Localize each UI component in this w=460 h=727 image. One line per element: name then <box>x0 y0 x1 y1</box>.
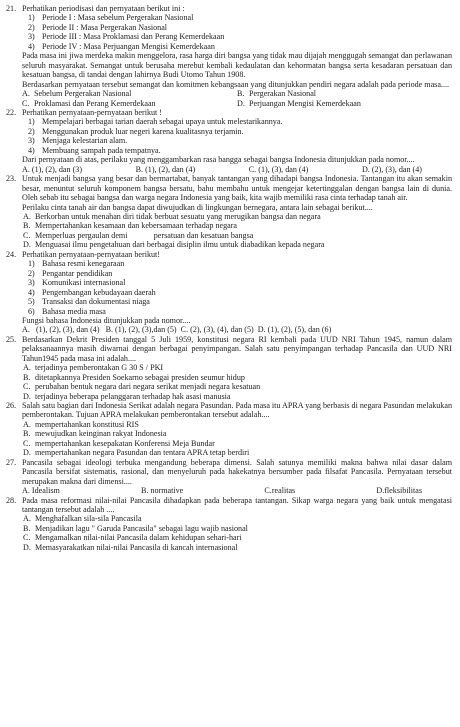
option-c[interactable]: C.realitas <box>264 486 296 496</box>
option-c[interactable]: C. Mengamalkan nilai-nilai Pancasila dalam kehidupan sehari-hari <box>23 533 242 543</box>
statement-item: Bahasa resmi kenegaraan <box>42 259 125 269</box>
option-b[interactable]: B. Pergerakan Nasional <box>237 89 317 99</box>
answer-options[interactable]: A. (1), (2), (3), dan (4) B. (1), (2), (3),dan (5) C. (2), (3), (4), dan (5) D. (1), (2), (5), dan (6) <box>22 325 332 335</box>
statement-item: Komunikasi internasional <box>42 278 126 288</box>
question-28 <box>6 496 452 553</box>
option-a[interactable]: A. Idealism <box>22 486 60 496</box>
answer-options <box>22 89 452 98</box>
statement-item: Membuang sampah pada tempatnya. <box>42 145 161 155</box>
option-d[interactable]: D. Perjuangan Mengisi Kemerdekaan <box>237 98 361 108</box>
question-number: 24. <box>6 249 17 259</box>
option-a[interactable]: A. mempertahankan konstitusi RIS <box>23 419 139 429</box>
question-24: 24. Perhatikan pernyataan-pernyataan berikut! 1) Bahasa resmi kenegaraan 2) Pengantar pendidikan 3) Komunikasi internasional 4) Pengembangan kebudayaan daerah 5) Transaksi dan dokumentasi niaga 6) Bahasa media masa Fungsi bahasa Indonesia ditunjukkan pada nomor.... A. (1), (2), (3), dan (4) B. (1), (2), (3),dan (5) C. (2), (3), (4), dan (5) D. (1), (2), (5), dan (6) <box>6 250 452 335</box>
question-paragraph: Untuk menjadi bangsa yang besar dan bermartabat, banyak tantangan yang dihadapi bangsa Indonesia. Tantangan itu akan semakin besar, menuntut seluruh komponem bangsa bersatu, bahu membahu untuk mengejar ketertinggalan dengan bangsa lain di dunia. Oleh sebab itu sebagai bangsa dan warga negara Indonesia yang baik, kita wajib memiliki rasa cinta terhadap tanah air. <box>22 174 452 203</box>
period-item: Periode IV : Masa Perjuangan Mengisi Kemerdekaan <box>42 41 215 51</box>
option-a[interactable]: A. Menghafalkan sila-sila Pancasila <box>23 514 142 524</box>
option-c[interactable]: C. (1), (3), dan (4) <box>248 164 309 174</box>
statement-item: Mempelajari berbagai tarian daerah sebagai upaya untuk melestarikannya. <box>42 117 283 127</box>
question-paragraph: Pada masa reformasi nilai-nilai Pancasila dihadapkan pada beberapa tantangan. Sikap warga negara yang baik untuk mengatasi tantangan tersebut adalah .... <box>22 495 452 515</box>
question-paragraph: Pancasila sebagai ideologi terbuka mengandung beberapa dimensi. Salah satunya memiliki makna bahwa nilai dasar dalam Pancasila bersifat sistematis, rasional, dan menyeluruh pada hakekatnya bersumber pada filsafat Pancasila. Pernyataan tersebut merupakan makna dari dimensi.... <box>22 457 452 486</box>
question-number: 27. <box>6 457 17 467</box>
option-b[interactable]: B. normative <box>140 486 184 496</box>
question-26 <box>6 401 452 458</box>
period-item: Periode I : Masa sebelum Pergerakan Nasional <box>42 13 194 23</box>
question-number: 28. <box>6 495 17 505</box>
option-a[interactable]: A. Sebelum Pergerakan Nasional <box>22 89 132 99</box>
statement-item: Bahasa media masa <box>42 306 106 316</box>
statement-item: Transaksi dan dokumentasi niaga <box>42 297 150 307</box>
question-prompt: Dari pernyataan di atas, perilaku yang menggambarkan rasa bangga sebagai bangsa Indonesia ditunjukkan pada nomor.... <box>22 155 415 165</box>
statement-item: Menggunakan produk luar negeri karena kualitasnya terjamin. <box>42 126 244 136</box>
question-paragraph: Pada masa ini jiwa merdeka makin menggelora, rasa harga diri bangsa yang tidak mau dijajah menggugah semangat dan perlawanan seluruh masyarakat. Semangat untuk berusaha merebut kembali kedaulatan dan kehormatan bangsa serta kesadaran persatuan dan kesatuan bangsa, di tandai dengan lahirnya Budi Utomo Tahun 1908. <box>22 51 452 80</box>
question-lead: Perhatikan periodisasi dan pernyataan berikut ini : <box>22 4 185 13</box>
option-d[interactable]: D. mempertahankan negara Pasundan dan tentara APRA tetap berdiri <box>23 448 250 458</box>
question-number: 22. <box>6 107 17 117</box>
question-25 <box>6 335 452 401</box>
answer-options <box>22 486 452 495</box>
option-d[interactable]: D. Memasyarakatkan nilai-nilai Pancasila di kancah internasional <box>23 542 238 552</box>
period-item: Periode II : Masa Pergerakan Nasional <box>42 22 168 32</box>
question-21: 21. Perhatikan periodisasi dan pernyataan berikut ini : 1) Periode I : Masa sebelum Pergerakan Nasional 2) Periode II : Masa Pergerakan Nasional 3) Periode III : Masa Proklamasi dan Perang Kemerdekaan 4) Periode IV : Masa Perjuangan Mengisi Kemerdekaan Pada masa ini jiwa merdeka makin menggelora, rasa harga diri bangsa yang tidak mau dijajah menggugah semangat dan perlawanan seluruh masyarakat. Semangat untuk berusaha merebut kembali kedaulatan dan kehormatan bangsa serta kesadaran persatuan dan kesatuan bangsa, di tandai dengan lahirnya Budi Utomo Tahun 1908. Berdasarkan pernyataan tersebut semangat dan komitmen kebangsaan yang ditunjukkan pendiri negara adalah pada periode masa.... A. Sebelum Pergerakan Nasional B. Pergerakan Nasional C. Proklamasi dan Perang Kemerdekaan D. Perjuangan Mengisi Kemerdekaan <box>6 4 452 108</box>
question-27 <box>6 458 452 496</box>
option-c[interactable]: C. perubahan bentuk negara dari negara serikat menjadi negara kesatuan <box>23 382 261 392</box>
option-b[interactable]: B. (1), (2), dan (4) <box>135 164 196 174</box>
option-a[interactable]: A. Berkorban untuk menahan diri tidak berbuat sesuatu yang merugikan bangsa dan negara <box>23 211 321 221</box>
option-c[interactable]: C. Proklamasi dan Perang Kemerdekaan <box>22 98 156 108</box>
option-d[interactable]: D. (2), (3), dan (4) <box>361 164 422 174</box>
question-number: 26. <box>6 401 17 411</box>
option-c[interactable]: C. Memperluas pergaulan demi persatuan dan kesatuan bangsa <box>23 230 254 240</box>
question-lead: Perhatikan pernyataan-pernyataan berikut! <box>22 249 160 259</box>
question-number: 23. <box>6 174 17 184</box>
option-a[interactable]: A. (1), (2), dan (3) <box>22 164 83 174</box>
option-b[interactable]: B. ditetapkannya Presiden Soekarno sebagai presiden seumur hidup <box>23 372 245 382</box>
question-prompt: Perilaku cinta tanah air dan bangsa dapat diwujudkan di lingkungan bernegara, antara lain sebagai berikut.... <box>22 202 373 212</box>
statement-item: Pengembangan kebudayaan daerah <box>42 287 156 297</box>
question-number: 21. <box>6 4 17 13</box>
question-paragraph: Berdasarkan Dekrit Presiden tanggal 5 Juli 1959, konstitusi negara RI kembali pada UUD NRI Tahun 1945, namun dalam pelaksanaannya masih diwarnai dengan berbagai penyimpangan. Salah satu penyimpangan terhadap Pancasila dan UUD NRI Tahun1945 pada masa ini adalah.... <box>22 334 452 363</box>
option-d[interactable]: D. terjadinya beberapa pelanggaran terhadap hak asasi manusia <box>23 391 231 401</box>
option-d[interactable]: D. Menguasai ilmu pengetahuan dari berbagai disiplin ilmu untuk diabadikan kepada negara <box>23 240 325 250</box>
option-d[interactable]: D.fleksibilitas <box>376 486 422 496</box>
question-number: 25. <box>6 334 17 344</box>
question-paragraph: Salah satu bagian dari Indonesia Serikat adalah negara Pasundan. Pada masa itu APRA yang berbasis di negara Pasundan melakukan pemberontakan. Tujuan APRA melakukan pemberontakan tersebut adalah.... <box>22 401 452 420</box>
option-b[interactable]: B. Menjadikan lagu " Garuda Pancasila" sebagai lagu wajib nasional <box>23 523 248 533</box>
option-b[interactable]: B. Mempertahankan kesamaan dan kebersamaan terhadap negara <box>23 221 238 231</box>
question-23 <box>6 174 452 250</box>
question-prompt: Berdasarkan pernyataan tersebut semangat dan komitmen kebangsaan yang ditunjukkan pendiri negara adalah pada periode masa.... <box>22 79 450 89</box>
option-c[interactable]: C. mempertahankan kesepakatan Konferensi Meja Bundar <box>23 438 215 448</box>
period-item: Periode III : Masa Proklamasi dan Perang Kemerdekaan <box>42 32 225 42</box>
question-prompt: Fungsi bahasa Indonesia ditunjukkan pada nomor.... <box>22 315 191 325</box>
option-b[interactable]: B. mewujudkan keinginan rakyat Indonesia <box>23 429 167 439</box>
question-lead: Perhatikan pernyataan-pernyataan berikut ! <box>22 107 163 117</box>
option-a[interactable]: A. terjadinya pemberontakan G 30 S / PKI <box>23 363 164 373</box>
answer-options <box>22 165 452 174</box>
statement-item: Pengantar pendidikan <box>42 268 113 278</box>
question-22: 22. Perhatikan pernyataan-pernyataan berikut ! 1) Mempelajari berbagai tarian daerah sebagai upaya untuk melestarikannya. 2) Menggunakan produk luar negeri karena kualitasnya terjamin. 3) Menjaga kelestarian alam. 4) Membuang sampah pada tempatnya. Dari pernyataan di atas, perilaku yang menggambarkan rasa bangga sebagai bangsa Indonesia ditunjukkan pada nomor.... A. (1), (2), dan (3) B. (1), (2), dan (4) C. (1), (3), dan (4) D. (2), (3), dan (4) <box>6 108 452 174</box>
statement-item: Menjaga kelestarian alam. <box>42 136 128 146</box>
